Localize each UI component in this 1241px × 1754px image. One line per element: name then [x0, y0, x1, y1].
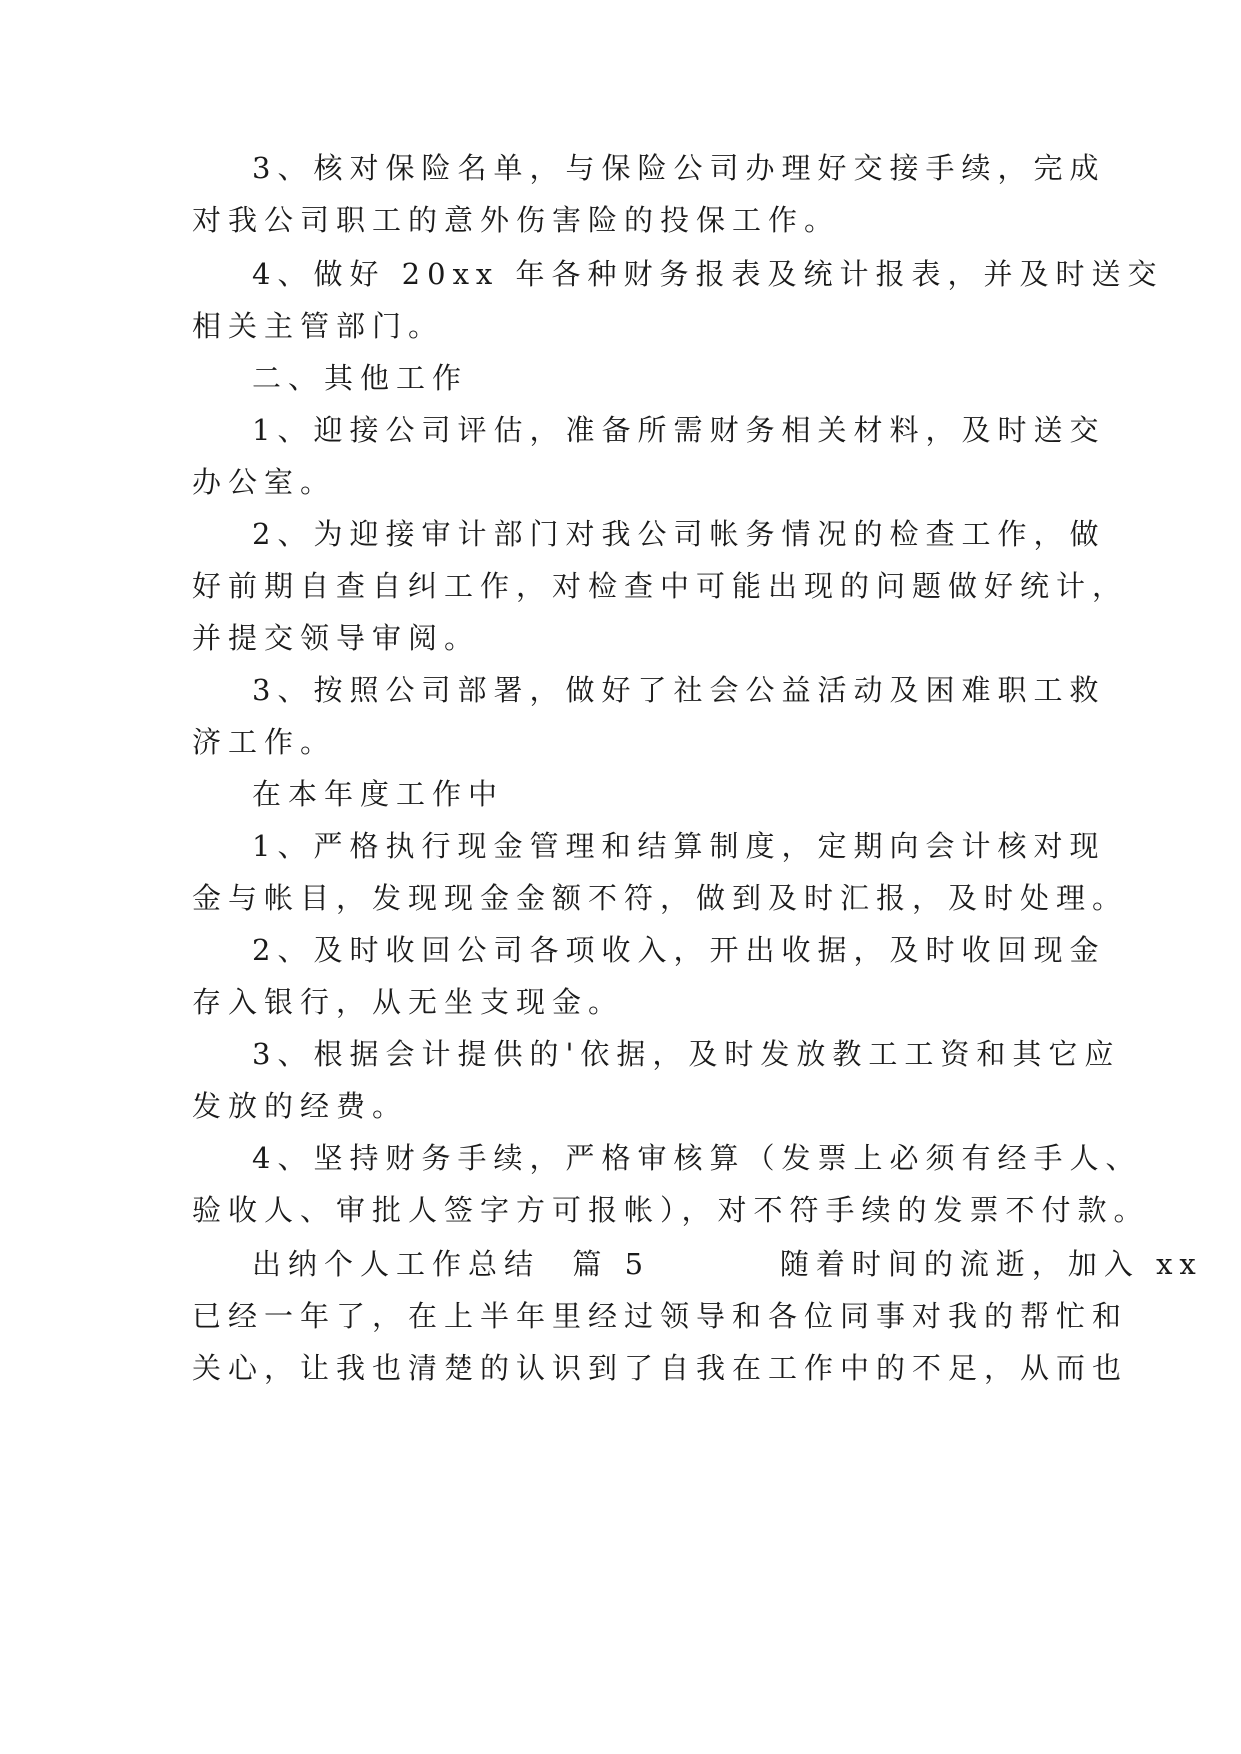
- paragraph-line: 3、核对保险名单，与保险公司办理好交接手续，完成: [252, 151, 1106, 185]
- paragraph-line: 2、及时收回公司各项收入，开出收据，及时收回现金: [252, 933, 1106, 967]
- paragraph-line: 济工作。: [192, 725, 337, 759]
- paragraph-line: 1、迎接公司评估，准备所需财务相关材料，及时送交: [252, 413, 1106, 447]
- paragraph-line: 办公室。: [192, 465, 337, 499]
- paragraph-line: 3、根据会计提供的'依据，及时发放教工工资和其它应: [252, 1037, 1121, 1071]
- section-heading: 在本年度工作中: [252, 777, 505, 811]
- paragraph-line: 关心，让我也清楚的认识到了自我在工作中的不足，从而也: [192, 1351, 1129, 1385]
- paragraph-line: 并提交领导审阅。: [192, 621, 481, 655]
- paragraph-line: 4、做好 20xx 年各种财务报表及统计报表，并及时送交: [252, 257, 1164, 291]
- paragraph-line: 4、坚持财务手续，严格审核算（发票上必须有经手人、: [252, 1141, 1142, 1175]
- paragraph-line: 对我公司职工的意外伤害险的投保工作。: [192, 203, 841, 237]
- paragraph-line: 出纳个人工作总结 篇 5 随着时间的流逝，加入 xx: [252, 1247, 1203, 1281]
- paragraph-line: 存入银行，从无坐支现金。: [192, 985, 625, 1019]
- paragraph-line: 2、为迎接审计部门对我公司帐务情况的检查工作，做: [252, 517, 1106, 551]
- paragraph-line: 验收人、审批人签字方可报帐），对不符手续的发票不付款。: [192, 1193, 1150, 1227]
- paragraph-line: 1、严格执行现金管理和结算制度，定期向会计核对现: [252, 829, 1106, 863]
- paragraph-line: 相关主管部门。: [192, 309, 445, 343]
- paragraph-line: 金与帐目，发现现金金额不符，做到及时汇报，及时处理。: [192, 881, 1129, 915]
- paragraph-line: 发放的经费。: [192, 1089, 409, 1123]
- paragraph-line: 好前期自查自纠工作，对检查中可能出现的问题做好统计，: [192, 569, 1129, 603]
- paragraph-line: 3、按照公司部署，做好了社会公益活动及困难职工救: [252, 673, 1106, 707]
- section-heading: 二、其他工作: [252, 361, 469, 395]
- paragraph-line: 已经一年了，在上半年里经过领导和各位同事对我的帮忙和: [192, 1299, 1129, 1333]
